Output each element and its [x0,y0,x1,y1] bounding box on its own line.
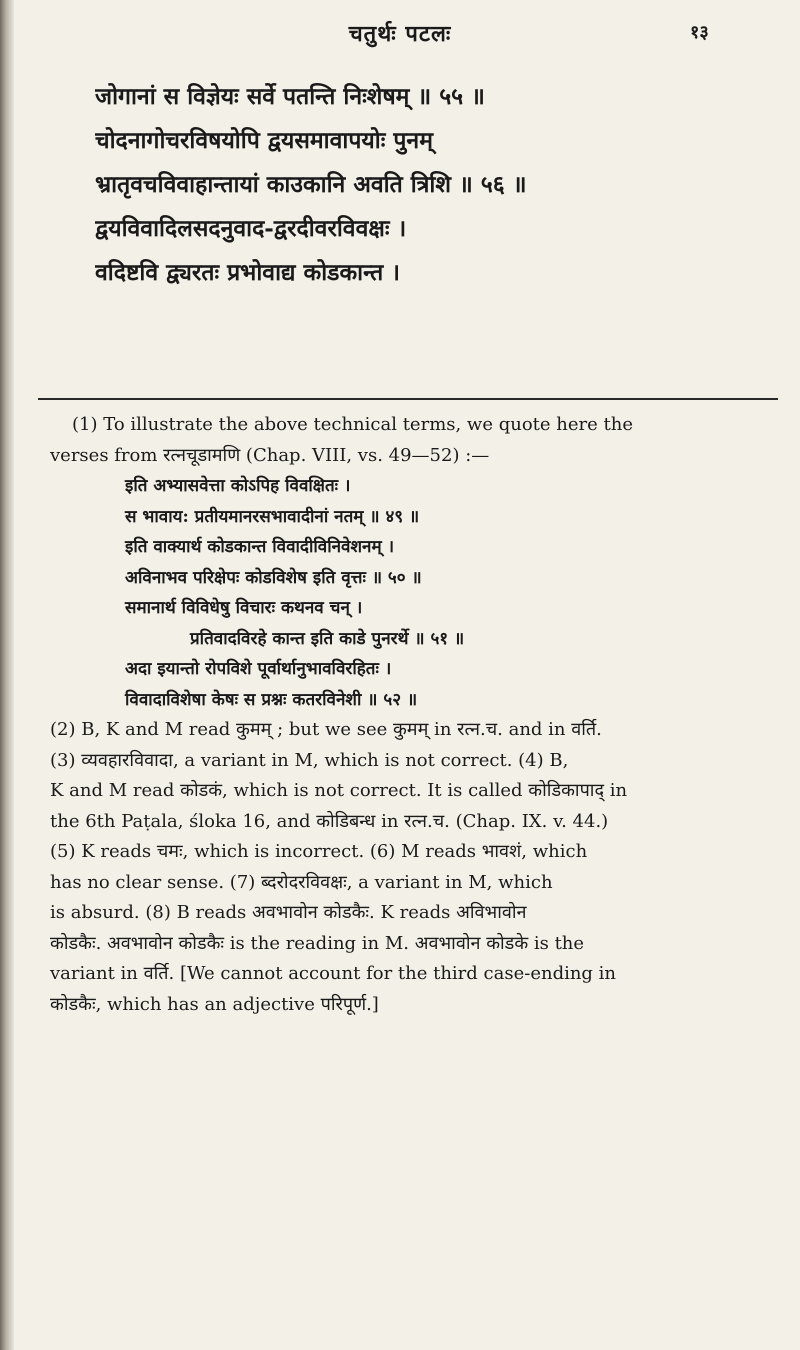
footnote-1-line: verses from रत्नचूडामणि (Chap. VIII, vs. 49—52) :— [50,444,490,466]
footnote-7-8: is absurd. (8) B reads अवभावोन कोडकैः. K reads अविभावोन [50,902,527,923]
footnote-3-4: (3) व्यवहारविवादा, a variant in M, which is not correct. (4) B, [50,749,569,771]
quoted-verse: प्रतिवादविरहे कान्त इति काडे पुनरर्थे ॥ ५१ ॥ [190,628,465,649]
footnote-8-line: variant in वर्ति. [We cannot account for the third case-ending in [50,963,617,984]
footnote-8-line: कोडकैः. अवभावोन कोडकैः is the reading in M. अवभावोन कोडके is the [50,932,585,954]
verse-line: वदिष्टवि द्व्यरतः प्रभोवाद्य कोडकान्त । [95,259,401,286]
quoted-verse: समानार्थ विविधेषु विचारः कथनव चन् । [125,598,363,618]
quoted-verse: स भावाय: प्रतीयमानरसभावादीनां नतम् ॥ ४९ ॥ [125,506,420,527]
footnote-4-line: K and M read कोडकं, which is not correct. It is called कोडिकापाद् in [50,780,628,801]
verse-line: भ्रातृवचविवाहान्तायां काउकानि अवति त्रिशि ॥ ५६ ॥ [95,171,527,198]
footnote-1-line: (1) To illustrate the above technical terms, we quote here the [72,414,633,435]
verse-line: द्वयविवादिलसदनुवाद-द्वरदीवरविवक्षः । [95,215,407,242]
footnote-8-line: कोडकैः, which has an adjective परिपूर्ण.] [50,993,379,1015]
footnotes [50,410,775,1020]
page-binding-edge [0,0,14,1350]
page-number: १३ [690,22,709,43]
quoted-verse: अदा इयान्तो रोपविशे पूर्वार्थानुभावविरहितः । [125,659,392,679]
verse-line: चोदनागोचरविषयोपि द्वयसमावापयोः पुनम् [95,127,433,154]
page-header [0,18,800,58]
footnote-divider [38,398,778,400]
footnote-5-6: (5) K reads चमः, which is incorrect. (6) M reads भावशं, which [50,841,588,862]
verse-line: जोगानां स विज्ञेयः सर्वे पतन्ति निःशेषम् ॥ ५५ ॥ [95,83,485,110]
footnote-6-7: has no clear sense. (7) ब्दरोदरविवक्षः, a variant in M, which [50,871,553,893]
running-head: चतुर्थः पटलः [348,21,452,47]
footnote-2: (2) B, K and M read कुमम् ; but we see कुमम् in रत्न.च. and in वर्ति. [50,719,602,740]
verse-block [95,75,755,295]
quoted-verse: इति वाक्यार्थ कोडकान्त विवादीविनिवेशनम् । [125,537,395,557]
quoted-verse: विवादाविशेषा केषः स प्रश्नः कतरविनेशी ॥ ५२ ॥ [125,689,418,710]
footnote-4-line: the 6th Paṭala, śloka 16, and कोडिबन्ध in रत्न.च. (Chap. IX. v. 44.) [50,810,609,832]
quoted-verse: अविनाभव परिक्षेपः कोडविशेष इति वृत्तः ॥ ५० ॥ [125,567,422,588]
quoted-verse: इति अभ्यासवेत्ता कोऽपिह विवक्षितः । [125,476,351,496]
